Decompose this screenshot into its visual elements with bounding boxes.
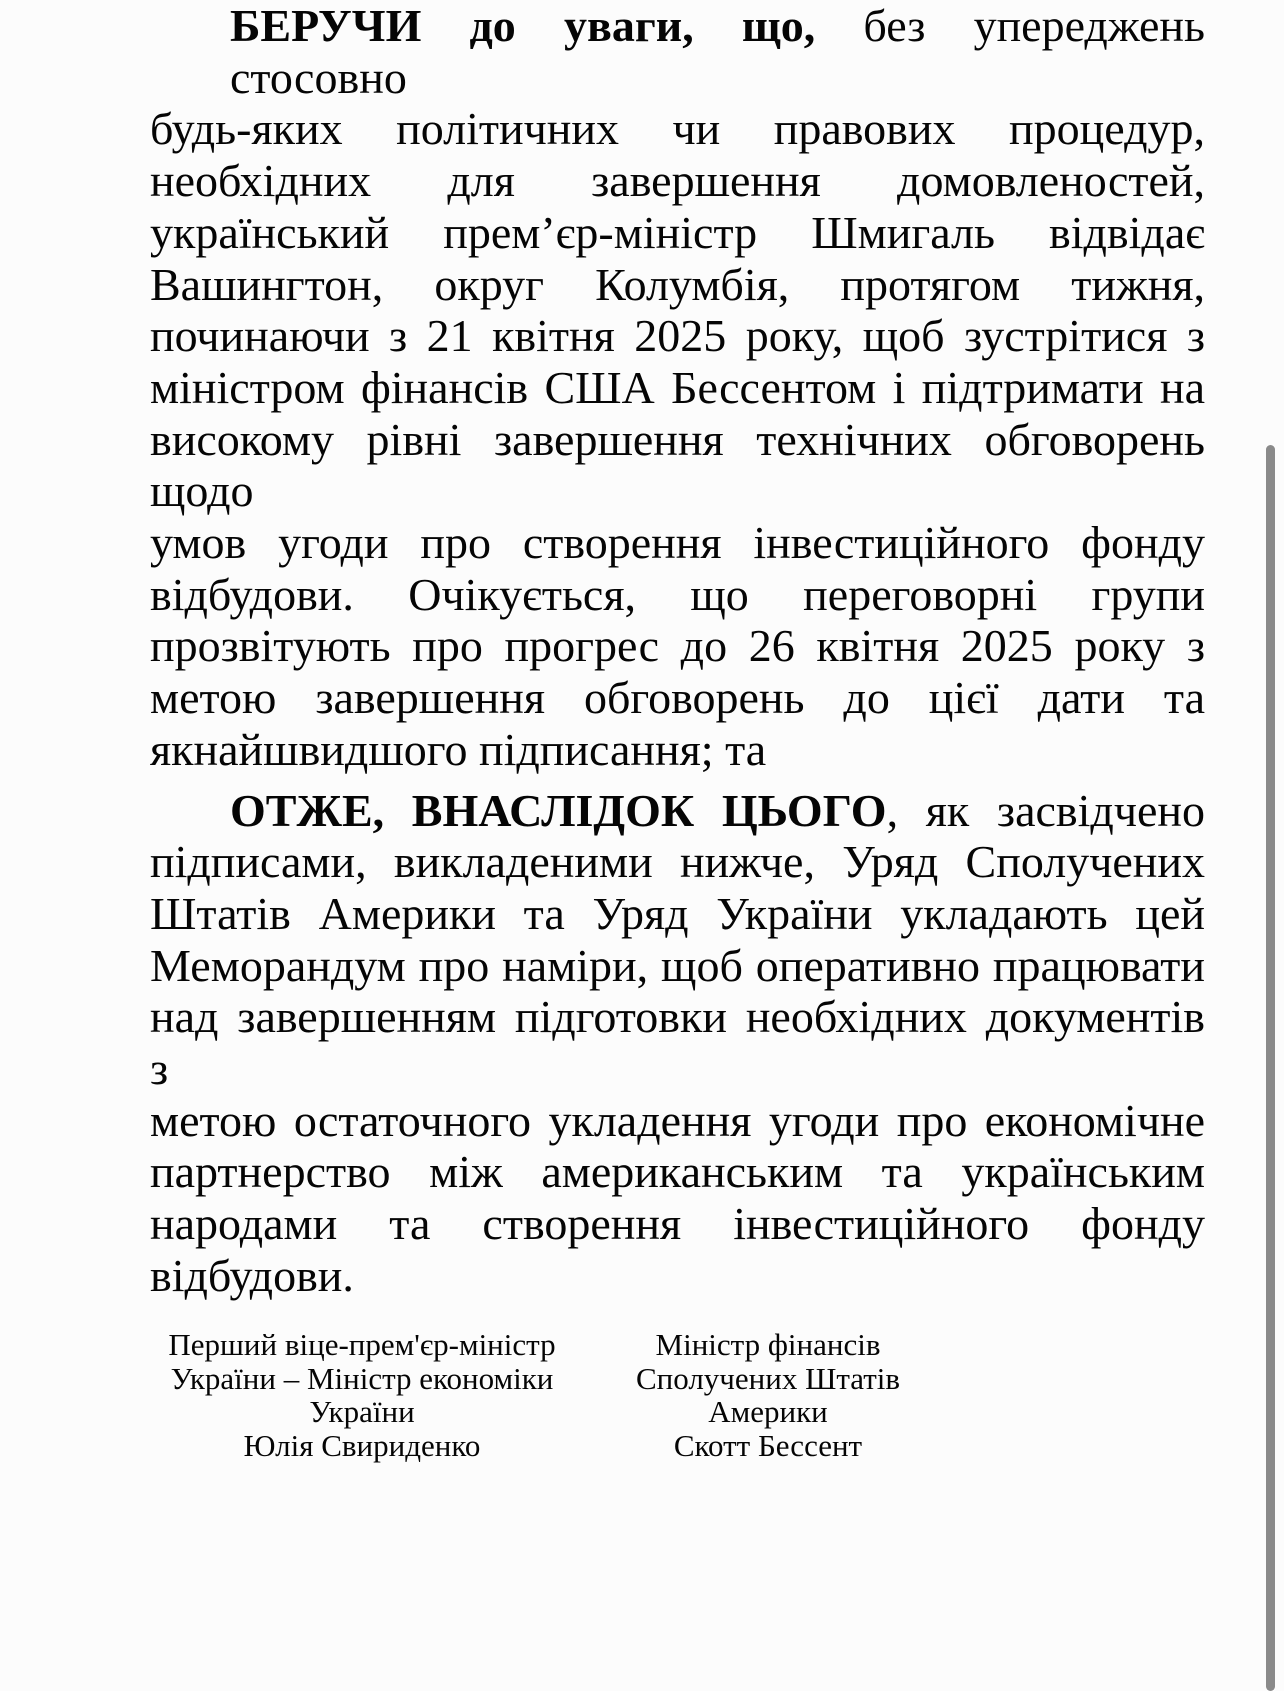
signature-block xyxy=(150,1328,962,1462)
body-line: Меморандум про наміри, щоб оперативно працювати xyxy=(150,939,1205,991)
body-line: над завершенням підготовки необхідних документів з xyxy=(150,991,1205,1095)
bold-lead-text: БЕРУЧИ до уваги, що, xyxy=(230,0,816,51)
body-line: умов угоди про створення інвестиційного фонду xyxy=(150,517,1205,569)
paragraph-2 xyxy=(150,785,1205,1302)
body-line: будь-яких політичних чи правових процедур, xyxy=(150,103,1205,155)
paragraph-1 xyxy=(150,0,1205,776)
signature-column-ukraine xyxy=(150,1328,574,1462)
memorandum-body xyxy=(150,0,1205,1302)
body-line: Вашингтон, округ Колумбія, протягом тижня, xyxy=(150,258,1205,310)
body-line: якнайшвидшого підписання; та xyxy=(150,723,767,775)
scrollbar-thumb[interactable] xyxy=(1266,445,1275,1691)
body-line: починаючи з 21 квітня 2025 року, щоб зустрітися з xyxy=(150,310,1205,362)
signature-line: України xyxy=(309,1394,415,1429)
body-line: БЕРУЧИ до уваги, що, без упереджень стосовно xyxy=(230,0,1206,103)
body-line: метою завершення обговорень до цієї дати та xyxy=(150,672,1205,724)
signature-column-usa xyxy=(574,1328,962,1462)
body-line: український прем’єр-міністр Шмигаль відвідає xyxy=(150,206,1205,258)
body-line: Штатів Америки та Уряд України укладають цей xyxy=(150,887,1205,939)
body-line: ОТЖЕ, ВНАСЛІДОК ЦЬОГО, як засвідчено xyxy=(230,784,1205,836)
body-line: відбудови. Очікується, що переговорні групи xyxy=(150,568,1205,620)
body-line: відбудови. xyxy=(150,1249,354,1301)
signature-line: Перший віце-прем'єр-міністр xyxy=(168,1327,556,1362)
signature-line: України – Міністр економіки xyxy=(170,1360,554,1396)
body-line: партнерство між американським та українським xyxy=(150,1146,1205,1198)
body-line: метою остаточного укладення угоди про економічне xyxy=(150,1094,1205,1146)
body-line: високому рівні завершення технічних обговорень щодо xyxy=(150,413,1205,517)
signature-line: Сполучених Штатів Америки xyxy=(635,1360,901,1429)
signature-line: Міністр фінансів xyxy=(655,1327,881,1362)
body-line: народами та створення інвестиційного фонду xyxy=(150,1198,1205,1250)
body-line: прозвітують про прогрес до 26 квітня 2025 року з xyxy=(150,620,1205,672)
bold-lead-text: ОТЖЕ, ВНАСЛІДОК ЦЬОГО xyxy=(230,784,887,836)
signature-line: Юлія Свириденко xyxy=(243,1427,481,1463)
body-line: підписами, викладеними нижче, Уряд Сполучених xyxy=(150,836,1205,888)
body-line: міністром фінансів США Бессентом і підтримати на xyxy=(150,361,1205,413)
body-line: необхідних для завершення домовленостей, xyxy=(150,155,1205,207)
signature-line: Скотт Бессент xyxy=(673,1427,863,1463)
